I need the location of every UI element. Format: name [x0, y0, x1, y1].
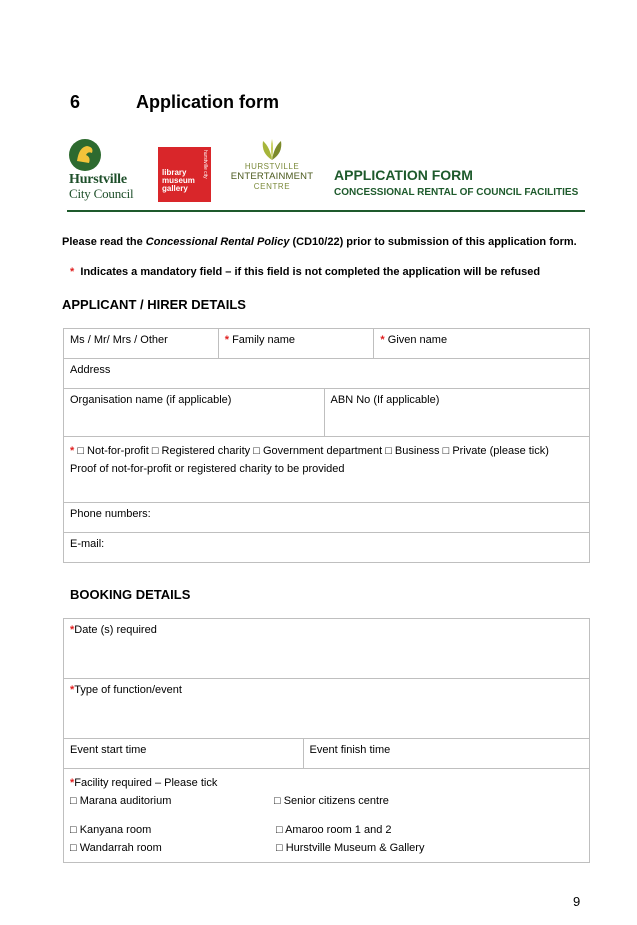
organisation-type-field[interactable]: * □ Not-for-profit □ Registered charity □ Government department □ Business □ Private (please tick) Proof of not-for-profit or registered charity to be provided: [64, 437, 590, 503]
facility-option[interactable]: □ Marana auditorium: [70, 795, 172, 807]
given-name-field[interactable]: * Given name: [374, 329, 590, 359]
start-time-field[interactable]: Event start time: [64, 739, 304, 769]
library-line1: library: [162, 168, 187, 177]
section-number: 6: [70, 92, 81, 112]
facility-option[interactable]: □ Amaroo room 1 and 2: [276, 824, 392, 836]
family-name-field[interactable]: * Family name: [218, 329, 374, 359]
library-museum-gallery-logo: [158, 147, 211, 202]
leaf-emblem-icon: [257, 139, 287, 161]
finish-time-field[interactable]: Event finish time: [303, 739, 589, 769]
facility-option[interactable]: □ Wandarrah room: [70, 842, 162, 854]
council-name-line2: City Council: [69, 186, 134, 201]
phone-field[interactable]: Phone numbers:: [64, 503, 590, 533]
dates-field[interactable]: *Date (s) required: [64, 619, 590, 679]
hec-line1: HURSTVILLE: [244, 162, 300, 171]
mandatory-star: *: [70, 266, 75, 278]
facility-option[interactable]: □ Senior citizens centre: [274, 795, 389, 807]
library-line3: gallery: [162, 184, 188, 193]
council-name-line1: Hurstville: [69, 172, 127, 187]
policy-name: Concessional Rental Policy: [145, 236, 290, 248]
entertainment-centre-logo: [226, 139, 318, 203]
form-subtitle: CONCESSIONAL RENTAL OF COUNCIL FACILITIES: [334, 187, 579, 198]
proof-note: Proof of not-for-profit or registered charity to be provided: [70, 463, 345, 475]
intro-text: Please read the Concessional Rental Policy (CD10/22) prior to submission of this application form.: [62, 236, 577, 248]
hec-line3: CENTRE: [253, 182, 291, 191]
mandatory-note: * Indicates a mandatory field – if this field is not completed the application will be refused: [70, 266, 541, 278]
organisation-field[interactable]: Organisation name (if applicable): [64, 389, 325, 437]
title-field[interactable]: Ms / Mr/ Mrs / Other: [64, 329, 219, 359]
email-field[interactable]: E-mail:: [64, 533, 590, 563]
applicant-section-title: APPLICANT / HIRER DETAILS: [62, 297, 246, 312]
page-number: 9: [573, 894, 581, 909]
library-vertical-text: hurstville city: [202, 150, 208, 179]
library-line2: museum: [162, 176, 195, 185]
facility-option[interactable]: □ Hurstville Museum & Gallery: [276, 842, 425, 854]
form-title: APPLICATION FORM: [334, 167, 473, 183]
booking-section-title: BOOKING DETAILS: [70, 587, 191, 602]
address-field[interactable]: Address: [64, 359, 590, 389]
booking-table: [63, 618, 590, 863]
council-emblem-icon: [67, 137, 107, 173]
abn-field[interactable]: ABN No (If applicable): [324, 389, 589, 437]
section-title: Application form: [136, 92, 279, 112]
facility-field: *Facility required – Please tick □ Marana auditorium □ Senior citizens centre □ Kanyana room □ Amaroo room 1 and 2 □ Wandarrah room □ Hurstville Museum & Gallery: [64, 769, 590, 863]
organisation-type-options[interactable]: □ Not-for-profit □ Registered charity □ Government department □ Business □ Private (please tick): [77, 445, 549, 457]
applicant-table: [63, 328, 590, 563]
facility-option[interactable]: □ Kanyana room: [70, 824, 152, 836]
section-heading: [70, 92, 279, 113]
hec-line2: ENTERTAINMENT: [230, 171, 314, 182]
function-type-field[interactable]: *Type of function/event: [64, 679, 590, 739]
header-divider: [67, 210, 585, 212]
